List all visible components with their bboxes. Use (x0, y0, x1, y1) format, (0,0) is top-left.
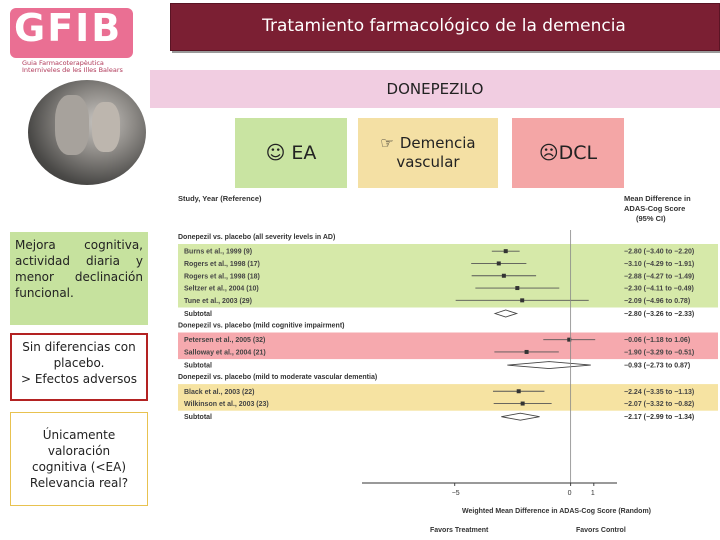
smiley-icon: ☺ (265, 142, 286, 164)
finding-dcl-line1: Sin diferencias con (22, 340, 136, 354)
favors-treatment-label: Favors Treatment (430, 527, 489, 534)
study-label: Rogers et al., 1998 (17) (184, 260, 260, 268)
ci-value: −0.06 (−1.18 to 1.06) (624, 337, 691, 345)
ci-value: −2.07 (−3.32 to −0.82) (624, 401, 695, 409)
subtotal-diamond (507, 362, 590, 369)
category-dcl (512, 118, 624, 188)
study-label: Burns et al., 1999 (9) (184, 248, 253, 256)
x-tick-label: 0 (567, 490, 572, 497)
page-title: Tratamiento farmacológico de la demencia (262, 16, 626, 36)
subtotal-diamond (495, 310, 517, 317)
point-estimate (517, 389, 521, 393)
logo-text: GFIB (14, 6, 123, 50)
subtotal-ci-value: −0.93 (−2.73 to 0.87) (624, 362, 691, 370)
ci-value: −3.10 (−4.29 to −1.91) (624, 260, 695, 268)
group-heading: Donepezil vs. placebo (mild to moderate vascular dementia) (178, 374, 378, 382)
x-tick-label: −5 (451, 490, 460, 497)
point-estimate (525, 350, 529, 354)
study-label: Salloway et al., 2004 (21) (184, 349, 266, 357)
point-estimate (521, 402, 525, 406)
x-axis-label: Weighted Mean Difference in ADAS-Cog Score (Random) (462, 508, 652, 515)
study-label: Tune et al., 2003 (29) (184, 297, 252, 305)
study-label: Black et al., 2003 (22) (184, 388, 255, 396)
point-estimate (520, 298, 524, 302)
subtotal-label: Subtotal (184, 362, 212, 370)
category-vascular-label-line1: Demencia (399, 134, 476, 152)
point-estimate (515, 286, 519, 290)
ci-value: −2.09 (−4.96 to 0.78) (624, 297, 691, 305)
finding-dcl-line3: > Efectos adversos (20, 372, 137, 386)
pointing-hand-icon: ☞ (380, 134, 394, 152)
ci-value: −1.90 (−3.29 to −0.51) (624, 349, 695, 357)
ci-value: −2.80 (−3.40 to −2.20) (624, 248, 695, 256)
study-label: Petersen et al., 2005 (32) (184, 337, 266, 345)
x-tick-label: 1 (590, 490, 595, 497)
finding-vascular (10, 412, 148, 506)
finding-vascular-line4: Relevancia real? (29, 476, 129, 490)
col-right-header-3: (95% CI) (636, 214, 666, 223)
drug-name: DONEPEZILO (386, 80, 484, 98)
group-heading: Donepezil vs. placebo (mild cognitive impairment) (178, 322, 345, 330)
study-label: Seltzer et al., 2004 (10) (184, 285, 259, 293)
subtotal-label: Subtotal (184, 311, 212, 318)
subtotal-ci-value: −2.80 (−3.26 to −2.33) (624, 311, 695, 318)
logo-subtitle-line1: Guia Farmacoterapèutica (22, 59, 104, 67)
forest-plot (172, 188, 720, 538)
frown-icon: ☹ (538, 142, 559, 164)
point-estimate (502, 274, 506, 278)
logo-subtitle-line2: Interniveles de les Illes Balears (22, 66, 123, 74)
ci-value: −2.24 (−3.35 to −1.13) (624, 388, 695, 396)
finding-ea: Mejora cognitiva, actividad diaria y menor declinación funcional. (10, 232, 148, 325)
finding-dcl (10, 333, 148, 401)
category-vascular-label-line2: vascular (396, 153, 460, 171)
col-left-header: Study, Year (Reference) (178, 194, 262, 203)
category-ea-label: EA (291, 142, 317, 164)
subtotal-ci-value: −2.17 (−2.99 to −1.34) (624, 414, 695, 422)
category-dcl-label: DCL (558, 142, 598, 164)
finding-vascular-line3: cognitiva (<EA) (31, 460, 126, 474)
ci-value: −2.30 (−4.11 to −0.49) (624, 285, 694, 293)
study-label: Wilkinson et al., 2003 (23) (184, 401, 269, 409)
finding-dcl-line2: placebo. (53, 356, 105, 370)
face-shape-1 (55, 95, 89, 155)
point-estimate (504, 249, 508, 253)
logo-subtitle (22, 60, 162, 74)
point-estimate (497, 261, 501, 265)
finding-vascular-line1: Únicamente (42, 428, 116, 442)
finding-vascular-line2: valoración (47, 444, 111, 458)
subtotal-label: Subtotal (184, 414, 212, 422)
ci-value: −2.88 (−4.27 to −1.49) (624, 273, 695, 281)
category-ea (235, 118, 347, 188)
favors-control-label: Favors Control (576, 527, 626, 534)
category-vascular (358, 118, 498, 188)
subtotal-diamond (501, 413, 539, 420)
col-right-header-1: Mean Difference in (624, 194, 691, 203)
study-label: Rogers et al., 1998 (18) (184, 273, 260, 281)
col-right-header-2: ADAS-Cog Score (624, 204, 686, 213)
group-heading: Donepezil vs. placebo (all severity levels in AD) (178, 234, 336, 241)
face-shape-2 (92, 102, 120, 152)
